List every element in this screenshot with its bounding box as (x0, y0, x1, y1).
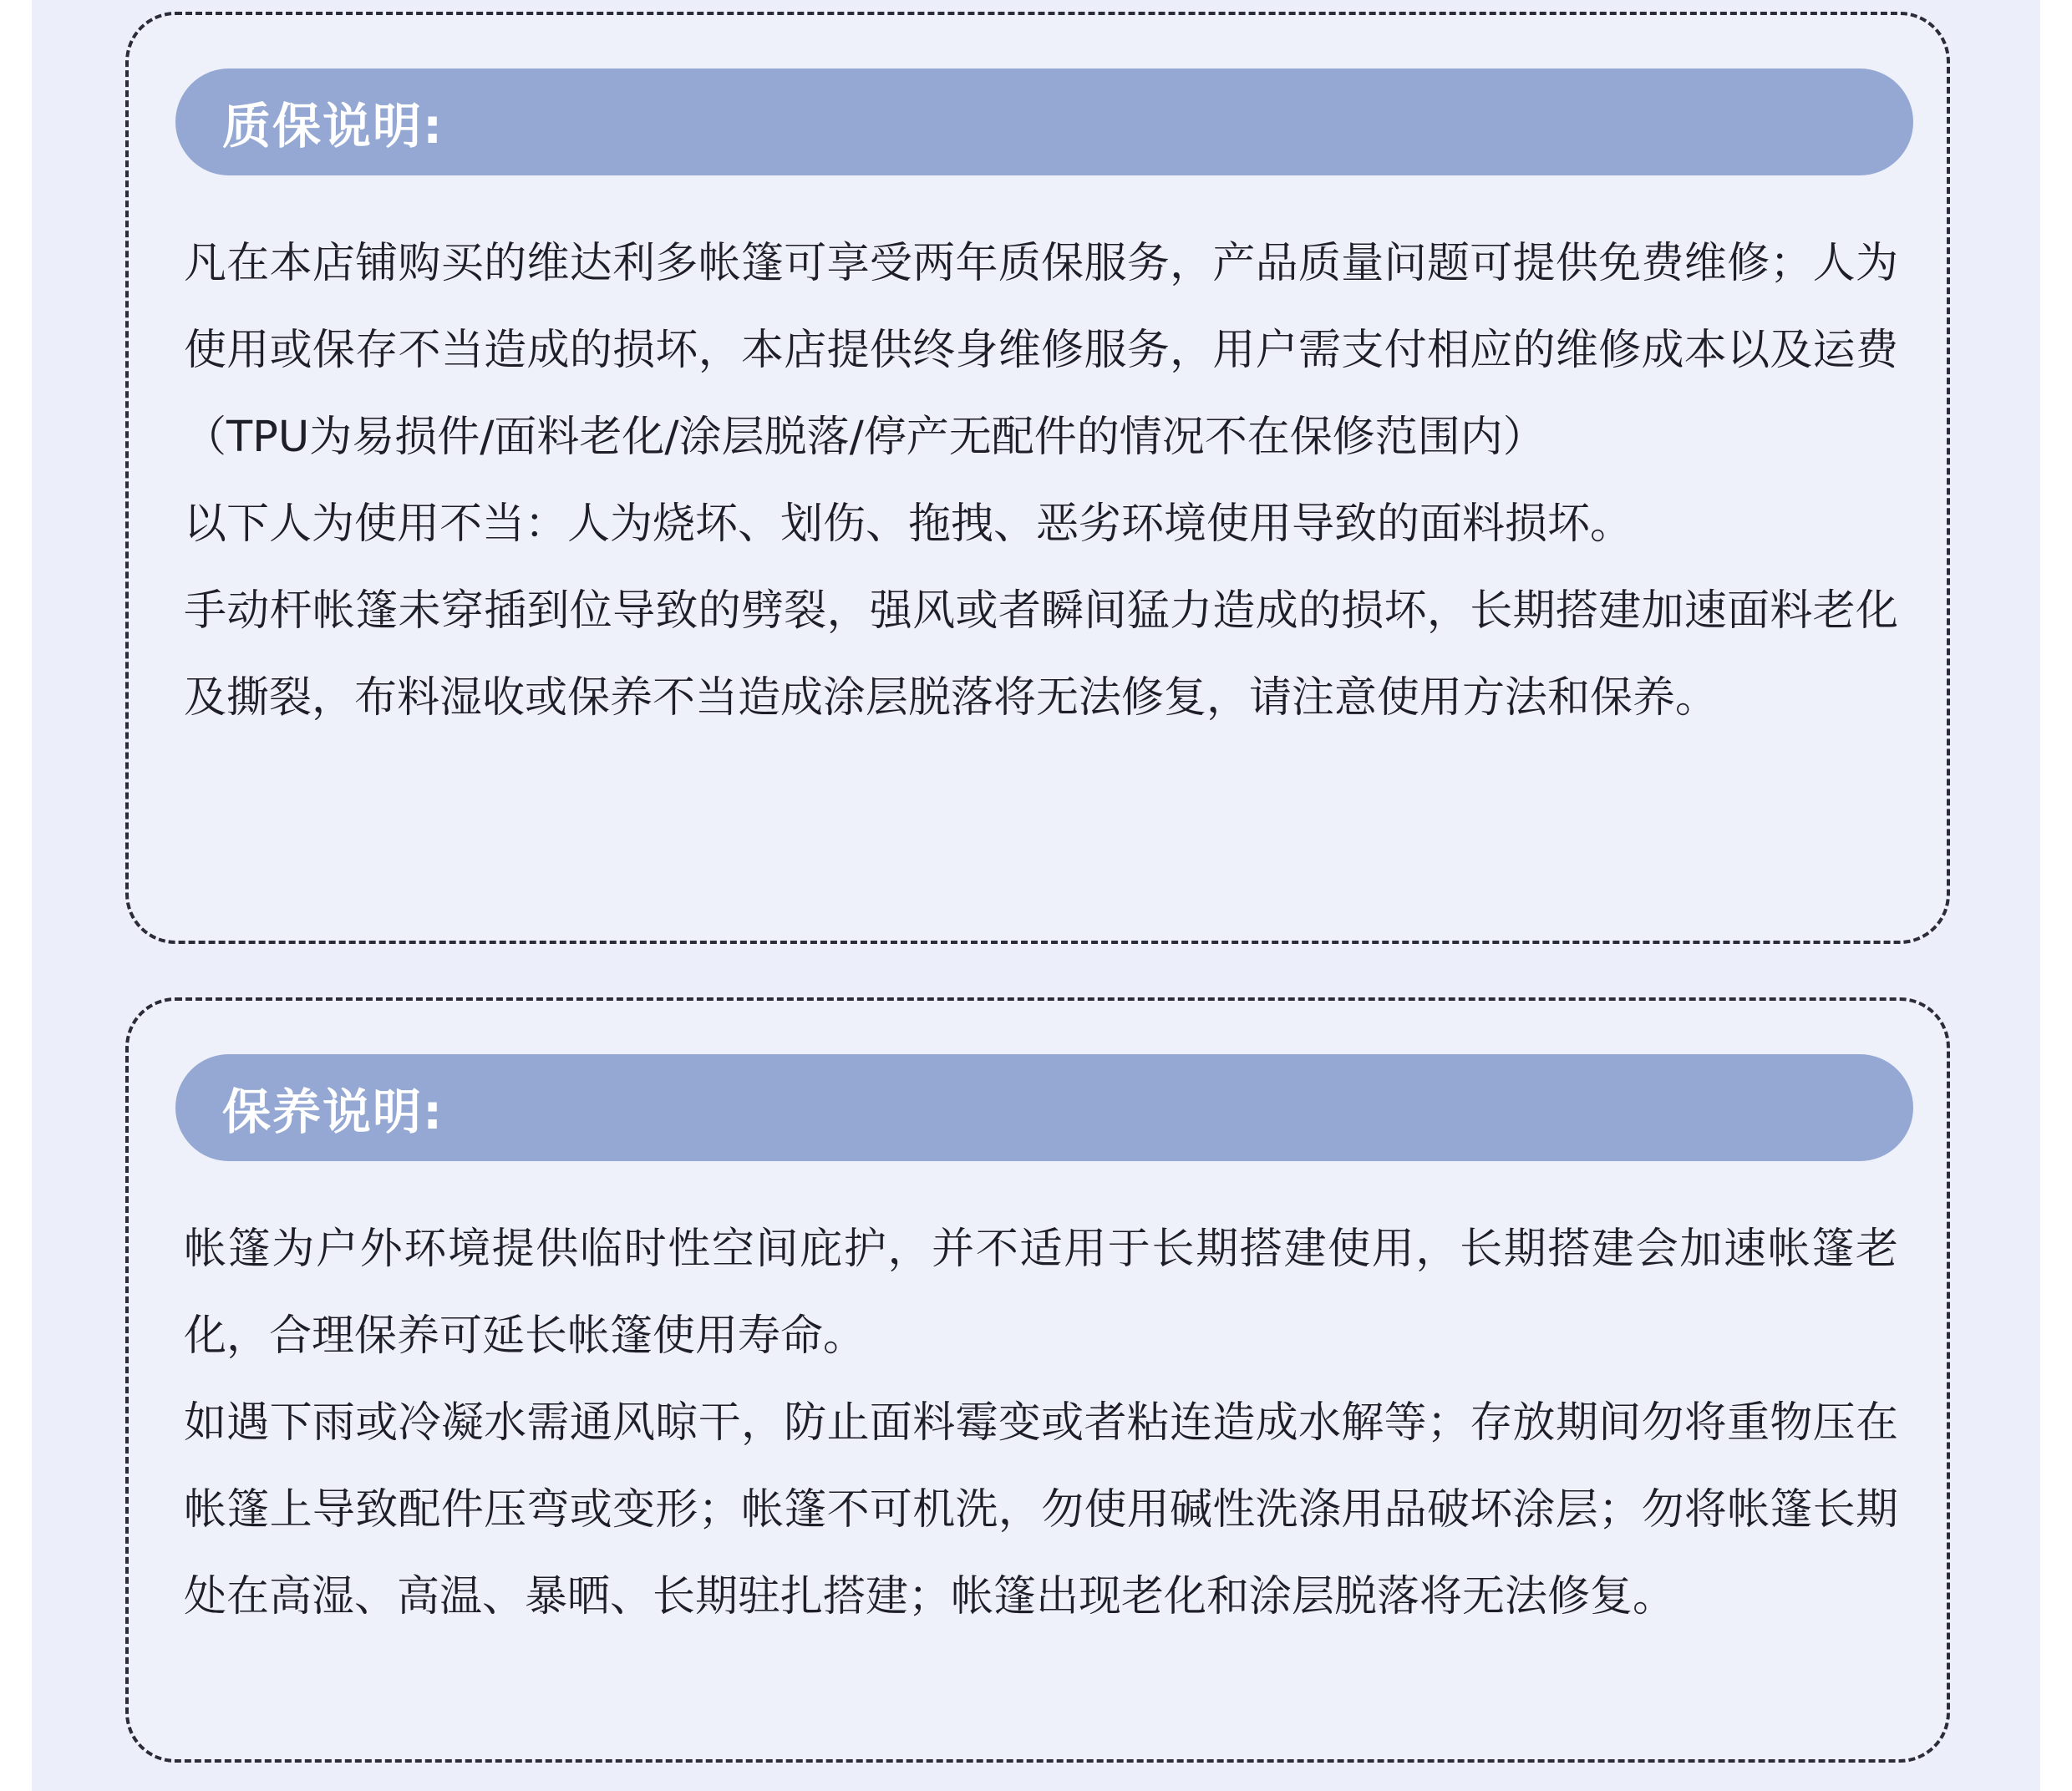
warranty-card (125, 12, 1950, 944)
care-header-banner (175, 1054, 1913, 1161)
care-paragraph: 如遇下雨或冷凝水需通风晾干，防止面料霉变或者粘连造成水解等；存放期间勿将重物压在帐篷上导致配件压弯或变形；帐篷不可机洗，勿使用碱性洗涤用品破坏涂层；勿将帐篷长期处在高湿、高温、暴晒、长期驻扎搭建；帐篷出现老化和涂层脱落将无法修复。 (184, 1398, 1898, 1621)
warranty-body (184, 221, 1898, 742)
care-title: 保养说明: (222, 1083, 444, 1140)
warranty-paragraph: 以下人为使用不当：人为烧坏、划伤、拖拽、恶劣环境使用导致的面料损坏。 (184, 500, 1633, 549)
warranty-header-banner (175, 68, 1913, 175)
care-paragraph: 帐篷为户外环境提供临时性空间庇护，并不适用于长期搭建使用，长期搭建会加速帐篷老化，合理保养可延长帐篷使用寿命。 (184, 1225, 1898, 1361)
warranty-title: 质保说明: (222, 98, 444, 155)
care-card (125, 997, 1950, 1763)
warranty-paragraph: 凡在本店铺购买的维达利多帐篷可享受两年质保服务，产品质量问题可提供免费维修；人为使用或保存不当造成的损坏，本店提供终身维修服务，用户需支付相应的维修成本以及运费（TPU为易损件/面料老化/涂层脱落/停产无配件的情况不在保修范围内） (184, 239, 1898, 462)
warranty-paragraph: 手动杆帐篷未穿插到位导致的劈裂，强风或者瞬间猛力造成的损坏，长期搭建加速面料老化及撕裂，布料湿收或保养不当造成涂层脱落将无法修复，请注意使用方法和保养。 (184, 586, 1898, 723)
care-body (184, 1206, 1898, 1641)
